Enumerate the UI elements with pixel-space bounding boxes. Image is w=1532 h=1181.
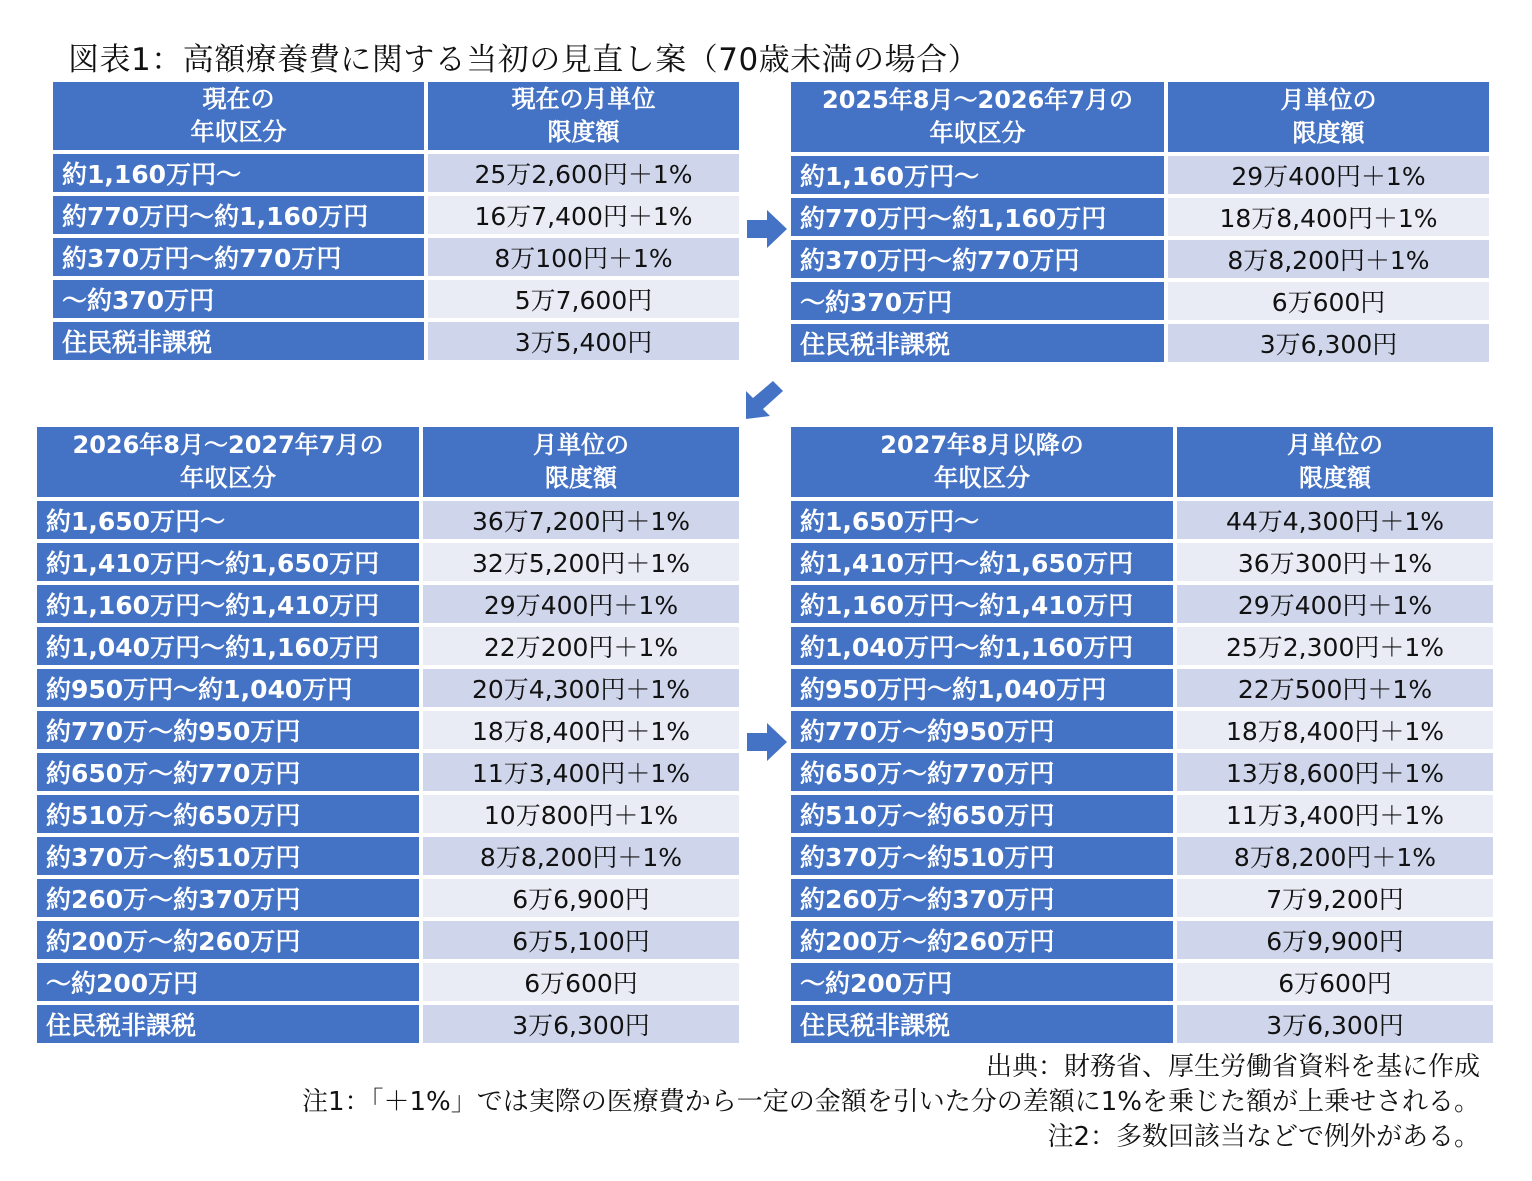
income-bracket-cell: 約650万～約770万円 [789,751,1175,793]
limit-amount-cell: 13万8,600円＋1% [1175,751,1495,793]
table-row [789,751,1495,793]
income-bracket-cell: 約1,650万円～ [35,499,421,541]
income-bracket-cell: 約200万～約260万円 [789,919,1175,961]
income-bracket-cell: 約1,160万円～約1,410万円 [35,583,421,625]
table-row [51,152,741,194]
income-bracket-cell: 約260万～約370万円 [35,877,421,919]
table-row [789,793,1495,835]
limit-amount-cell: 3万5,400円 [426,320,741,362]
limit-amount-cell: 8万8,200円＋1% [1166,238,1491,280]
income-bracket-cell: 約770万～約950万円 [789,709,1175,751]
income-bracket-cell: ～約200万円 [789,961,1175,1003]
limit-amount-cell: 3万6,300円 [421,1003,741,1045]
income-bracket-cell: ～約370万円 [789,280,1166,322]
income-bracket-cell: 約370万～約510万円 [35,835,421,877]
limit-amount-cell: 8万100円＋1% [426,236,741,278]
limit-amount-cell: 22万500円＋1% [1175,667,1495,709]
notes [302,1050,1480,1155]
table-row [35,877,741,919]
limit-amount-cell: 18万8,400円＋1% [421,709,741,751]
arrow-down-left-icon [742,379,786,423]
limit-amount-cell: 11万3,400円＋1% [1175,793,1495,835]
arrow-right-icon [745,720,789,764]
limit-amount-cell: 25万2,300円＋1% [1175,625,1495,667]
income-bracket-cell: 約1,160万円～ [51,152,426,194]
header-limit: 月単位の 限度額 [1166,80,1491,154]
table-row [789,961,1495,1003]
table-2026 [35,425,741,1045]
income-bracket-cell: 約770万円～約1,160万円 [789,196,1166,238]
income-bracket-cell: 約650万～約770万円 [35,751,421,793]
income-bracket-cell: 約770万円～約1,160万円 [51,194,426,236]
income-bracket-cell: 約510万～約650万円 [35,793,421,835]
table-row [789,919,1495,961]
limit-amount-cell: 6万9,900円 [1175,919,1495,961]
income-bracket-cell: 約1,650万円～ [789,499,1175,541]
table-row [51,320,741,362]
arrow-right-icon [745,207,789,251]
table-row [789,1003,1495,1045]
limit-amount-cell: 25万2,600円＋1% [426,152,741,194]
table-row [35,919,741,961]
limit-amount-cell: 8万8,200円＋1% [1175,835,1495,877]
limit-amount-cell: 6万600円 [421,961,741,1003]
income-bracket-cell: 住民税非課税 [789,322,1166,364]
table-row [789,709,1495,751]
table-row [789,625,1495,667]
limit-amount-cell: 10万800円＋1% [421,793,741,835]
income-bracket-cell: 住民税非課税 [35,1003,421,1045]
header-limit: 月単位の 限度額 [1175,425,1495,499]
income-bracket-cell: 約1,160万円～ [789,154,1166,196]
limit-amount-cell: 36万7,200円＋1% [421,499,741,541]
income-bracket-cell: 約370万～約510万円 [789,835,1175,877]
limit-amount-cell: 3万6,300円 [1175,1003,1495,1045]
table-current [51,80,741,362]
table-row [35,625,741,667]
income-bracket-cell: 約1,410万円～約1,650万円 [789,541,1175,583]
table-row [789,541,1495,583]
table-row [35,751,741,793]
table-row [51,278,741,320]
limit-amount-cell: 8万8,200円＋1% [421,835,741,877]
table-row [789,667,1495,709]
table-row [789,280,1491,322]
limit-amount-cell: 6万600円 [1175,961,1495,1003]
income-bracket-cell: 約950万円～約1,040万円 [789,667,1175,709]
table-row [35,499,741,541]
header-income: 現在の 年収区分 [51,80,426,152]
table-row [789,835,1495,877]
income-bracket-cell: 約510万～約650万円 [789,793,1175,835]
limit-amount-cell: 11万3,400円＋1% [421,751,741,793]
limit-amount-cell: 6万5,100円 [421,919,741,961]
table-row [789,583,1495,625]
limit-amount-cell: 29万400円＋1% [421,583,741,625]
income-bracket-cell: 住民税非課税 [789,1003,1175,1045]
table-row [35,709,741,751]
limit-amount-cell: 22万200円＋1% [421,625,741,667]
limit-amount-cell: 44万4,300円＋1% [1175,499,1495,541]
limit-amount-cell: 18万8,400円＋1% [1175,709,1495,751]
table-row [35,835,741,877]
table-row [789,499,1495,541]
table-row [35,1003,741,1045]
limit-amount-cell: 5万7,600円 [426,278,741,320]
limit-amount-cell: 6万6,900円 [421,877,741,919]
limit-amount-cell: 3万6,300円 [1166,322,1491,364]
income-bracket-cell: 約260万～約370万円 [789,877,1175,919]
income-bracket-cell: 約1,040万円～約1,160万円 [35,625,421,667]
income-bracket-cell: 約770万～約950万円 [35,709,421,751]
limit-amount-cell: 29万400円＋1% [1166,154,1491,196]
page-title: 図表1：高額療養費に関する当初の見直し案（70歳未満の場合） [68,42,980,78]
limit-amount-cell: 20万4,300円＋1% [421,667,741,709]
note-2: 注2：多数回該当などで例外がある。 [1047,1122,1480,1152]
header-limit: 現在の月単位 限度額 [426,80,741,152]
income-bracket-cell: 約1,410万円～約1,650万円 [35,541,421,583]
income-bracket-cell: 約1,040万円～約1,160万円 [789,625,1175,667]
limit-amount-cell: 36万300円＋1% [1175,541,1495,583]
table-row [789,238,1491,280]
table-row [789,322,1491,364]
header-income: 2025年8月～2026年7月の 年収区分 [789,80,1166,154]
income-bracket-cell: 住民税非課税 [51,320,426,362]
table-row [35,541,741,583]
table-row [789,154,1491,196]
income-bracket-cell: 約200万～約260万円 [35,919,421,961]
table-row [35,667,741,709]
table-row [35,583,741,625]
limit-amount-cell: 6万600円 [1166,280,1491,322]
table-row [35,961,741,1003]
table-row [51,236,741,278]
limit-amount-cell: 29万400円＋1% [1175,583,1495,625]
table-row [789,877,1495,919]
table-row [51,194,741,236]
limit-amount-cell: 7万9,200円 [1175,877,1495,919]
table-row [35,793,741,835]
income-bracket-cell: 約370万円～約770万円 [51,236,426,278]
table-row [789,196,1491,238]
limit-amount-cell: 16万7,400円＋1% [426,194,741,236]
note-1: 注1：「＋1%」では実際の医療費から一定の金額を引いた分の差額に1%を乗じた額が上乗せされる。 [301,1087,1480,1117]
income-bracket-cell: 約1,160万円～約1,410万円 [789,583,1175,625]
income-bracket-cell: 約370万円～約770万円 [789,238,1166,280]
income-bracket-cell: 約950万円～約1,040万円 [35,667,421,709]
income-bracket-cell: ～約200万円 [35,961,421,1003]
header-income: 2026年8月～2027年7月の 年収区分 [35,425,421,499]
limit-amount-cell: 18万8,400円＋1% [1166,196,1491,238]
header-income: 2027年8月以降の 年収区分 [789,425,1175,499]
table-2027 [789,425,1495,1045]
limit-amount-cell: 32万5,200円＋1% [421,541,741,583]
table-2025 [789,80,1491,364]
income-bracket-cell: ～約370万円 [51,278,426,320]
header-limit: 月単位の 限度額 [421,425,741,499]
source-note: 出典：財務省、厚生労働省資料を基に作成 [985,1052,1480,1082]
